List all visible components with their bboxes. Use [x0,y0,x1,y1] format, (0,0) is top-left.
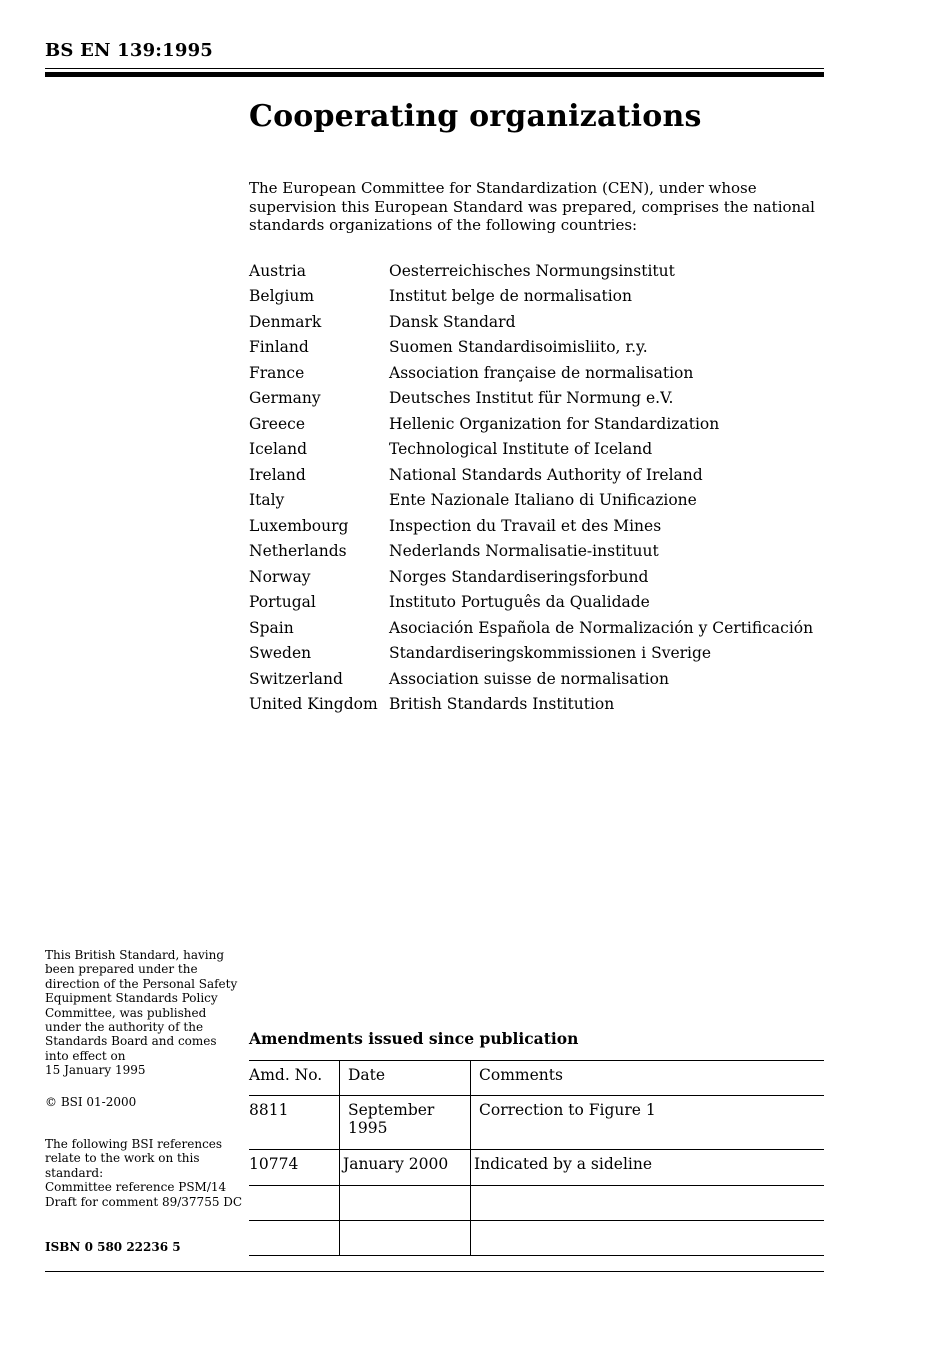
member-country: France [249,363,305,382]
member-row [249,284,813,310]
member-row [249,692,813,718]
publication-note-line: into effect on [45,1048,126,1063]
header-rule-thick [45,72,824,77]
publication-note-line: been prepared under the [45,962,198,977]
bsi-reference-line: standard: [45,1165,104,1180]
header-rule-thin [45,68,824,69]
member-organization: Instituto Português da Qualidade [389,593,650,612]
amendment-row [249,1150,824,1186]
member-organization: Nederlands Normalisatie-instituut [389,542,659,561]
member-country: Sweden [249,644,312,663]
member-row [249,437,813,463]
amendment-date [348,1096,470,1137]
member-organization: Technological Institute of Iceland [389,440,653,459]
publication-note-line: 15 January 1995 [45,1063,146,1078]
header-date: Date [348,1066,386,1084]
header-comments: Comments [479,1066,563,1084]
member-row [249,360,813,386]
member-organization: Association suisse de normalisation [389,669,669,688]
member-organization: Association française de normalisation [389,363,694,382]
member-row [249,666,813,692]
member-country: Greece [249,414,305,433]
member-country: Austria [249,261,306,280]
member-row [249,309,813,335]
publication-note [45,948,245,1078]
footer-rule [45,1271,824,1272]
isbn: ISBN 0 580 22236 5 [45,1240,181,1254]
member-organization: Dansk Standard [389,312,516,331]
member-country: Iceland [249,440,308,459]
amendment-date: January 2000 [343,1155,449,1173]
member-country: Denmark [249,312,322,331]
publication-note-line: direction of the Personal Safety [45,976,238,991]
member-organization: Standardiseringskommissionen i Sverige [389,644,712,663]
page-title: Cooperating organizations [249,99,702,134]
member-row [249,590,813,616]
bsi-references [45,1137,245,1209]
member-country: Italy [249,491,285,510]
member-row [249,564,813,590]
member-row [249,386,813,412]
amendment-row [249,1096,824,1150]
member-country: Germany [249,389,321,408]
amendment-date-line: September [348,1101,435,1119]
member-organization: British Standards Institution [389,695,615,714]
amendments-header-row [249,1061,824,1096]
member-country: Finland [249,338,309,357]
amendment-date-line: 1995 [348,1119,388,1137]
publication-note-line: Committee, was published [45,1005,207,1020]
member-row [249,411,813,437]
empty-amendment-row [249,1186,824,1221]
member-organization: Inspection du Travail et des Mines [389,516,662,535]
amendment-comment: Indicated by a sideline [474,1155,653,1173]
member-row [249,488,813,514]
member-country: Spain [249,618,294,637]
empty-amendment-row [249,1221,824,1256]
member-organizations-table [249,258,813,717]
member-organization: National Standards Authority of Ireland [389,465,703,484]
amendments-table [249,1060,824,1256]
amendment-number: 8811 [249,1101,289,1119]
member-row [249,615,813,641]
copyright-notice: © BSI 01-2000 [45,1095,137,1109]
amendment-comment: Correction to Figure 1 [479,1101,656,1119]
member-country: Belgium [249,287,315,306]
member-organization: Oesterreichisches Normungsinstitut [389,261,675,280]
intro-paragraph: The European Committee for Standardization (CEN), under whose supervision this European Standard was prepared, comprises the national standards organizations of the following countries: [249,179,815,234]
member-organization: Institut belge de normalisation [389,287,632,306]
amendments-title: Amendments issued since publication [249,1029,579,1048]
member-country: Netherlands [249,542,347,561]
member-row [249,335,813,361]
bsi-reference-line: Draft for comment 89/37755 DC [45,1194,243,1209]
member-country: Portugal [249,593,316,612]
member-organization: Asociación Española de Normalización y Certificación [389,618,814,637]
publication-note-line: under the authority of the [45,1020,204,1035]
bsi-reference-line: relate to the work on this [45,1151,200,1166]
header-amd-no: Amd. No. [249,1066,323,1084]
member-row [249,513,813,539]
amendment-number: 10774 [249,1155,299,1173]
publication-note-line: Equipment Standards Policy [45,991,218,1006]
member-row [249,641,813,667]
member-row [249,462,813,488]
member-row [249,539,813,565]
publication-note-line: Standards Board and comes [45,1034,217,1049]
member-country: Ireland [249,465,306,484]
member-organization: Suomen Standardisoimisliito, r.y. [389,338,648,357]
publication-note-line: This British Standard, having [45,948,225,962]
member-country: Switzerland [249,669,343,688]
document-id: BS EN 139:1995 [45,40,214,61]
member-organization: Deutsches Institut für Normung e.V. [389,389,674,408]
bsi-reference-line: Committee reference PSM/14 [45,1180,227,1195]
member-country: Norway [249,567,311,586]
member-country: United Kingdom [249,695,378,714]
member-row [249,258,813,284]
member-organization: Hellenic Organization for Standardization [389,414,720,433]
member-country: Luxembourg [249,516,349,535]
member-organization: Norges Standardiseringsforbund [389,567,649,586]
member-organization: Ente Nazionale Italiano di Unificazione [389,491,697,510]
bsi-reference-line: The following BSI references [45,1137,223,1151]
